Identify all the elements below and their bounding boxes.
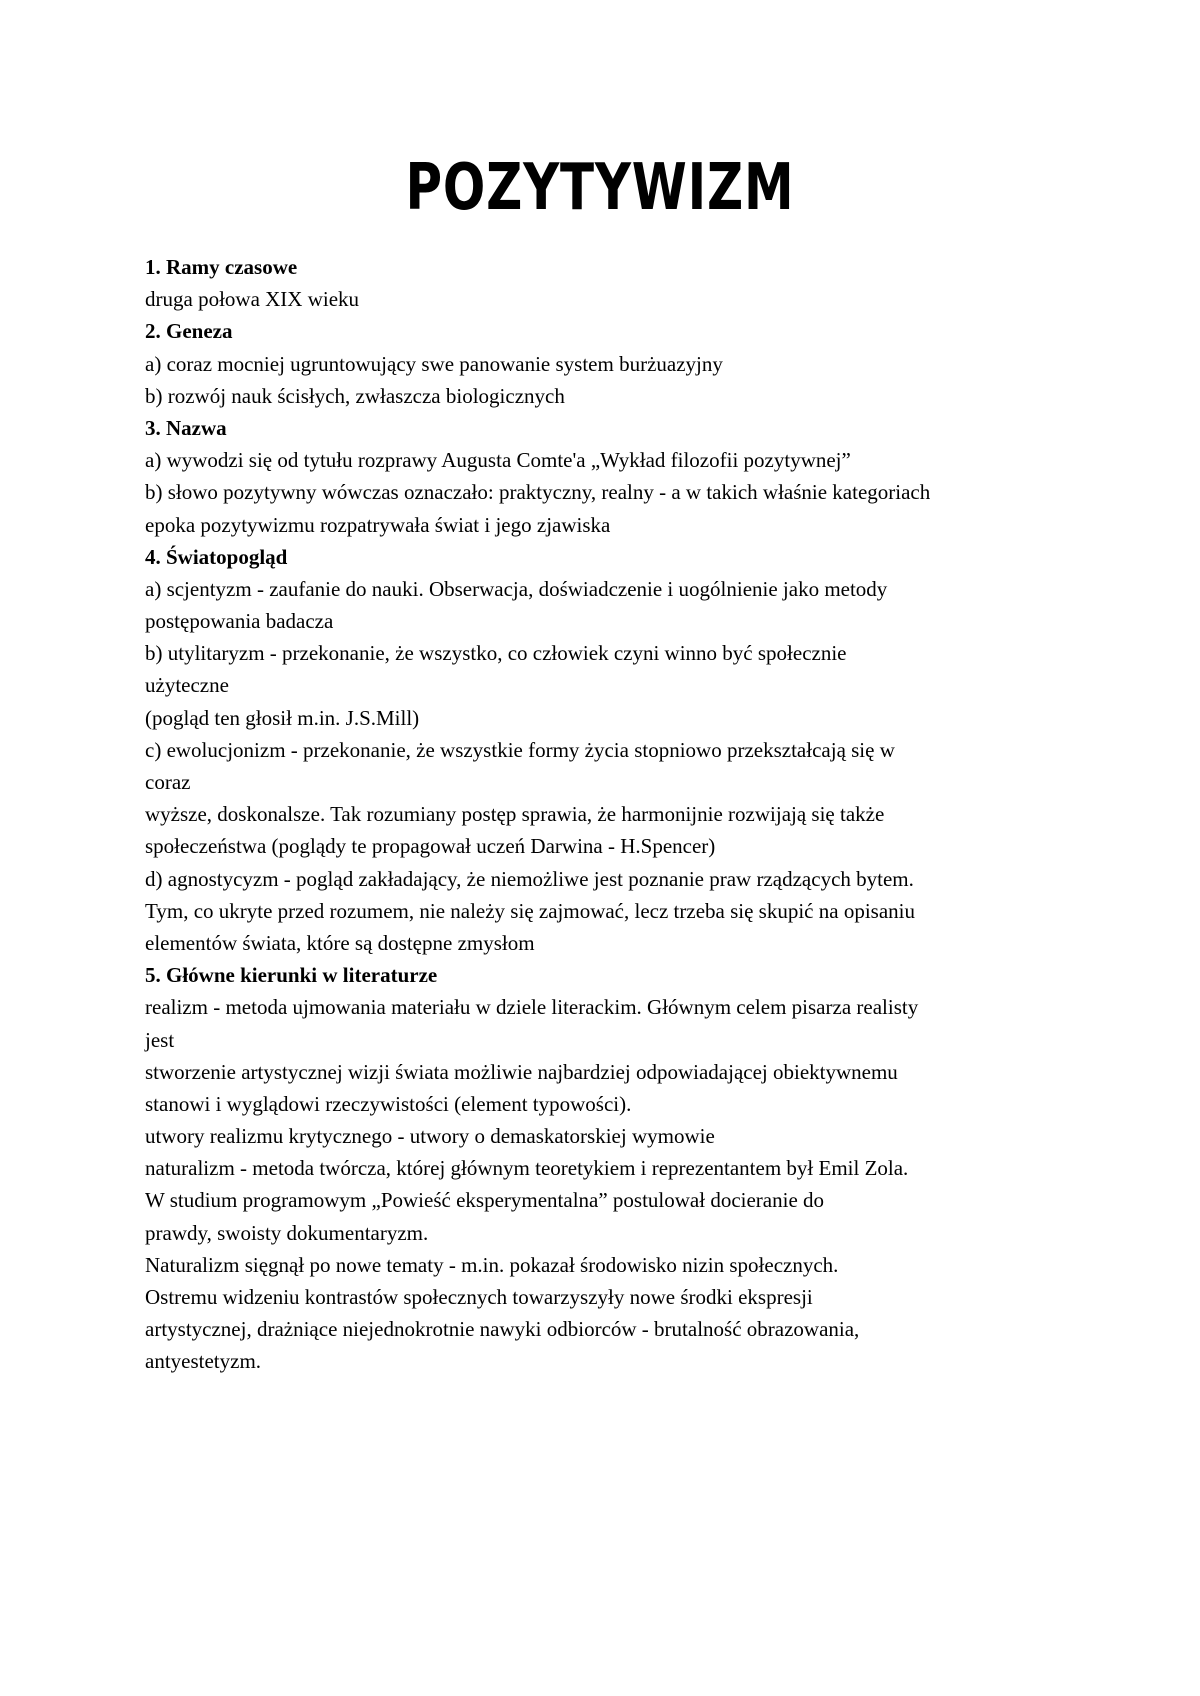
body-line: realizm - metoda ujmowania materiału w dziele literackim. Głównym celem pisarza realisty xyxy=(145,995,919,1020)
body-line: b) utylitaryzm - przekonanie, że wszystko, co człowiek czyni winno być społecznie xyxy=(145,641,847,666)
body-line: wyższe, doskonalsze. Tak rozumiany postęp sprawia, że harmonijnie rozwijają się także xyxy=(145,802,885,827)
body-line: d) agnostycyzm - pogląd zakładający, że niemożliwe jest poznanie praw rządzących bytem. xyxy=(145,866,914,891)
section-heading-ramy-czasowe: 1. Ramy czasowe xyxy=(145,255,298,279)
section-heading-geneza: 2. Geneza xyxy=(145,319,233,344)
body-line: (pogląd ten głosił m.in. J.S.Mill) xyxy=(145,705,420,730)
body-line: utwory realizmu krytycznego - utwory o demaskatorskiej wymowie xyxy=(145,1124,715,1149)
body-line: c) ewolucjonizm - przekonanie, że wszystkie formy życia stopniowo przekształcają się w xyxy=(145,737,895,762)
body-line: a) wywodzi się od tytułu rozprawy Augusta Comte'a „Wykład filozofii pozytywnej” xyxy=(145,448,851,473)
document-title: POZYTYWIZM xyxy=(405,151,795,225)
body-line: naturalizm - metoda twórcza, której głównym teoretykiem i reprezentantem był Emil Zola. xyxy=(145,1156,909,1181)
body-line: elementów świata, które są dostępne zmysłom xyxy=(145,930,535,955)
body-line: Tym, co ukryte przed rozumem, nie należy się zajmować, lecz trzeba się skupić na opisaniu xyxy=(145,898,915,923)
body-line: stanowi i wyglądowi rzeczywistości (element typowości). xyxy=(145,1091,632,1116)
body-line: postępowania badacza xyxy=(145,609,334,634)
section-heading-swiatopoglad: 4. Światopogląd xyxy=(145,544,288,569)
body-line: artystycznej, drażniące niejednokrotnie nawyki odbiorców - brutalność obrazowania, xyxy=(145,1317,860,1342)
body-line: społeczeństwa (poglądy te propagował uczeń Darwina - H.Spencer) xyxy=(145,834,716,859)
document-body xyxy=(145,251,1085,1378)
body-line: epoka pozytywizmu rozpatrywała świat i jego zjawiska xyxy=(145,512,611,537)
body-line: b) słowo pozytywny wówczas oznaczało: praktyczny, realny - a w takich właśnie kategoriach xyxy=(145,480,931,505)
body-line: a) coraz mocniej ugruntowujący swe panowanie system burżuazyjny xyxy=(145,351,723,376)
body-line: jest xyxy=(145,1027,175,1052)
body-line: W studium programowym „Powieść eksperymentalna” postulował docieranie do xyxy=(145,1188,825,1213)
body-line: coraz xyxy=(145,770,191,794)
body-line: antyestetyzm. xyxy=(145,1349,262,1374)
body-line: Naturalizm sięgnął po nowe tematy - m.in. pokazał środowisko nizin społecznych. xyxy=(145,1252,839,1277)
body-line: b) rozwój nauk ścisłych, zwłaszcza biologicznych xyxy=(145,383,565,408)
body-line: prawdy, swoisty dokumentaryzm. xyxy=(145,1220,429,1245)
section-heading-glowne-kierunki: 5. Główne kierunki w literaturze xyxy=(145,963,438,988)
section-heading-nazwa: 3. Nazwa xyxy=(145,415,227,440)
body-line: Ostremu widzeniu kontrastów społecznych towarzyszyły nowe środki ekspresji xyxy=(145,1285,813,1309)
body-line: druga połowa XIX wieku xyxy=(145,287,360,312)
body-line: stworzenie artystycznej wizji świata możliwie najbardziej odpowiadającej obiektywnemu xyxy=(145,1059,898,1084)
body-line: użyteczne xyxy=(145,673,229,698)
body-line: a) scjentyzm - zaufanie do nauki. Obserwacja, doświadczenie i uogólnienie jako metody xyxy=(145,576,888,601)
